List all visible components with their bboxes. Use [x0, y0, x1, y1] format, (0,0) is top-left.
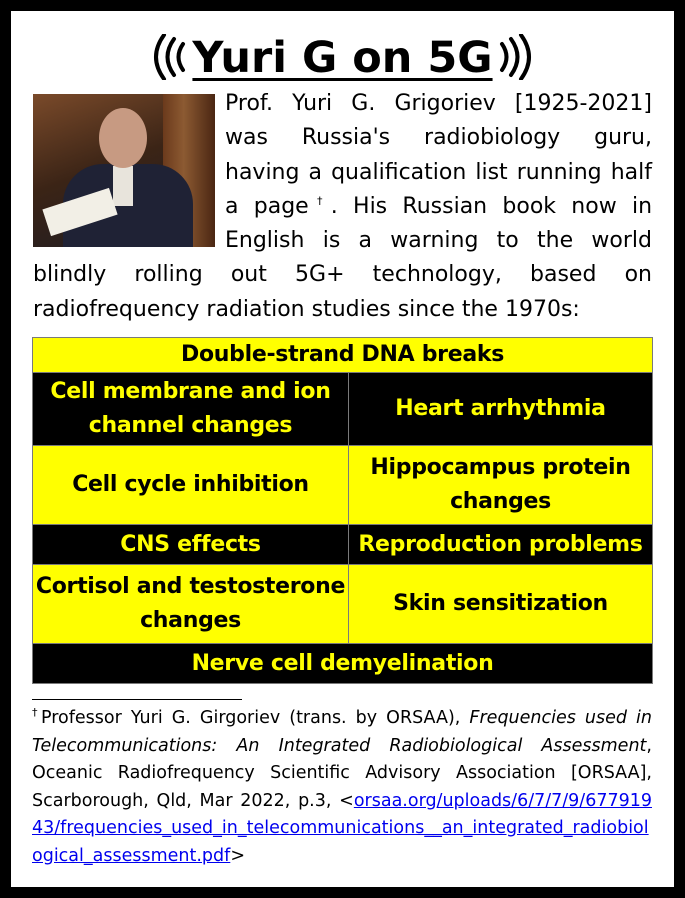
effect-cell: Skin sensitization	[349, 565, 653, 644]
effect-cell: Cortisol and testosterone changes	[33, 565, 349, 644]
table-row	[33, 644, 653, 684]
footnote-url-close: >	[230, 845, 245, 866]
table-row	[33, 525, 653, 565]
effects-table	[32, 337, 653, 684]
effect-cell: Cell membrane and ion channel changes	[33, 373, 349, 446]
effect-cell: Double-strand DNA breaks	[33, 338, 653, 373]
footnote-link[interactable]: orsaa.org/uploads/6/7/7/9/67791943/frequencies_used_in_telecommunications__an_integrated_radiobiological_assessment.pdf	[32, 790, 652, 866]
footnote-mark: †	[32, 706, 41, 720]
table-row	[33, 565, 653, 644]
footnote-url-open: <	[339, 790, 354, 811]
intro-text-part1: Prof. Yuri G. Grigoriev [1925-2021] was Russia's radiobiology guru, having a qualification list running half a page	[225, 91, 652, 219]
table-row	[33, 373, 653, 446]
effect-cell: CNS effects	[33, 525, 349, 565]
footnote-book-title: Frequencies used in Telecommunications: An Integrated Radiobiological Assessment	[32, 708, 652, 756]
footnote-mark: †	[308, 194, 331, 208]
radio-waves-right-icon	[499, 34, 535, 80]
effect-cell: Reproduction problems	[349, 525, 653, 565]
page-title: Yuri G on 5G	[192, 33, 493, 83]
effect-cell: Hippocampus protein changes	[349, 446, 653, 525]
effect-cell: Nerve cell demyelination	[33, 644, 653, 684]
portrait-photo	[33, 94, 215, 247]
radio-waves-left-icon	[150, 34, 186, 80]
effect-cell: Heart arrhythmia	[349, 373, 653, 446]
footnote	[32, 705, 652, 870]
infographic-card	[11, 11, 674, 887]
table-row	[33, 338, 653, 373]
footnote-publisher: , Oceanic Radiofrequency Scientific Advisory Association [ORSAA], Scarborough, Qld, Mar 2022, p.3,	[32, 735, 652, 811]
intro-paragraph	[33, 87, 652, 327]
title-row	[11, 29, 674, 87]
footnote-divider	[32, 699, 242, 700]
table-row	[33, 446, 653, 525]
footnote-author: Professor Yuri G. Girgoriev (trans. by ORSAA),	[40, 708, 470, 728]
intro-text-part2: . His Russian book now in English is a warning to the world blindly rolling out 5G+ technology, based on radiofrequency radiation studies since the 1970s:	[33, 193, 653, 322]
effect-cell: Cell cycle inhibition	[33, 446, 349, 525]
